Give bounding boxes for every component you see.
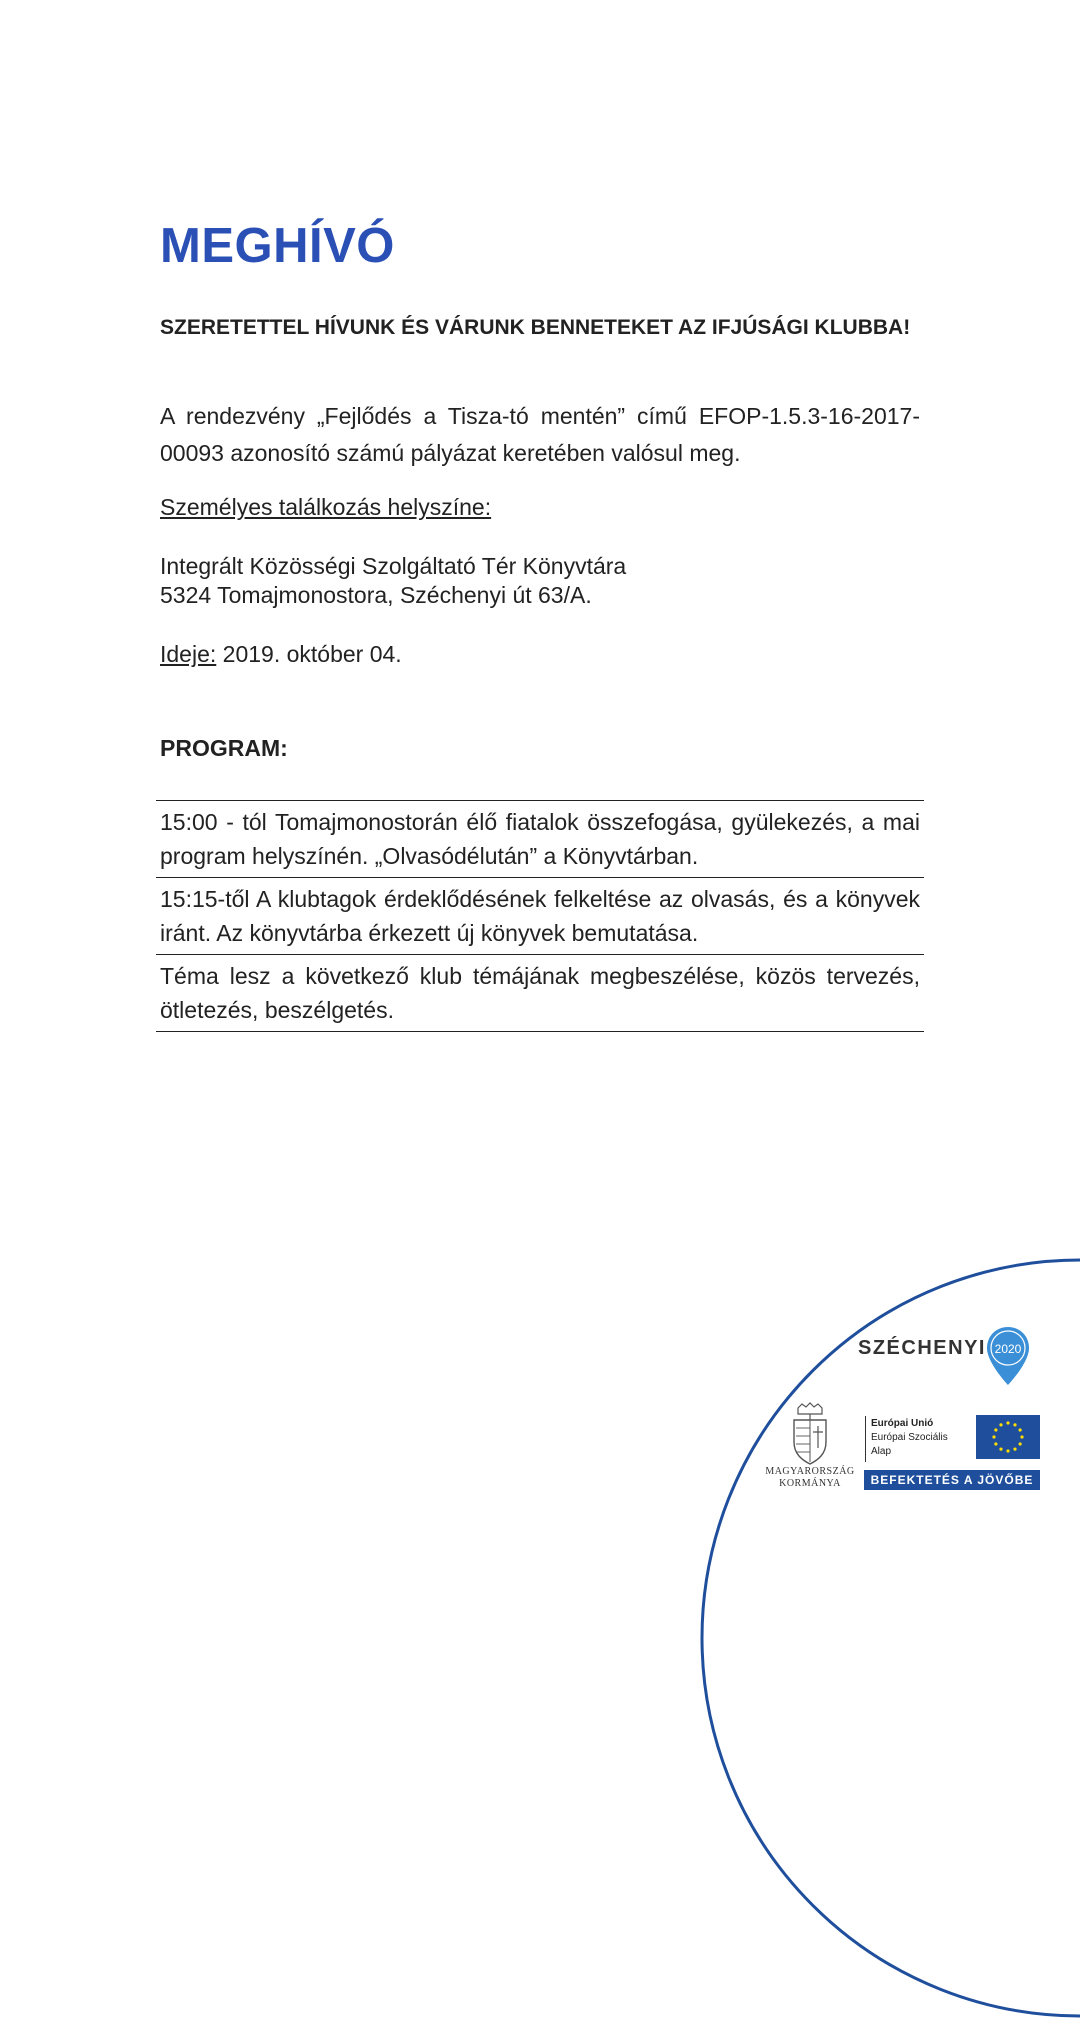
- eu-flag-icon: [976, 1415, 1040, 1459]
- eu-star: [994, 1428, 997, 1431]
- date-label: Ideje:: [160, 641, 217, 667]
- gov-line-1: MAGYARORSZÁG: [765, 1466, 855, 1477]
- program-heading: PROGRAM:: [160, 735, 288, 761]
- eu-star: [999, 1423, 1002, 1426]
- eu-divider: [865, 1416, 866, 1462]
- date-value: 2019. október 04.: [216, 641, 402, 667]
- hungary-crest-icon: [788, 1402, 832, 1466]
- intro-paragraph: A rendezvény „Fejlődés a Tisza-tó mentén” című EFOP-1.5.3-16-2017-00093 azonosító számú pályázat keretében valósul meg.: [160, 403, 920, 466]
- szechenyi-logo-text: SZÉCHENYI: [858, 1337, 986, 1359]
- eu-star: [1019, 1428, 1022, 1431]
- gov-line-2: KORMÁNYA: [779, 1478, 841, 1489]
- eu-star: [1006, 1449, 1009, 1452]
- program-row: 15:15-től A klubtagok érdeklődésének felkeltése az olvasás, és a könyvek iránt. Az könyvtárba érkezett új könyvek bemutatása.: [156, 878, 924, 955]
- eu-star: [1020, 1435, 1023, 1438]
- eu-logo-text: [871, 1417, 948, 1459]
- invest-banner: BEFEKTETÉS A JÖVŐBE: [864, 1470, 1040, 1490]
- program-table: [156, 800, 924, 1032]
- program-row: 15:00 - tól Tomajmonostorán élő fiatalok összefogása, gyülekezés, a mai program helyszínén. „Olvasódélután” a Könyvtárban.: [156, 801, 924, 878]
- eu-star: [1006, 1421, 1009, 1424]
- event-date: [160, 641, 402, 668]
- eu-star: [1013, 1448, 1016, 1451]
- address-line-1: Integrált Közösségi Szolgáltató Tér Könyvtára: [160, 553, 627, 579]
- address-line-2: 5324 Tomajmonostora, Széchenyi út 63/A.: [160, 582, 592, 608]
- government-logo-text: [760, 1466, 860, 1490]
- szechenyi-year: 2020: [994, 1342, 1022, 1356]
- eu-star: [994, 1442, 997, 1445]
- eu-star: [1013, 1423, 1016, 1426]
- szechenyi-pin-icon: [985, 1325, 1031, 1387]
- eu-line-1: Európai Unió: [871, 1418, 934, 1429]
- eu-line-2: Európai Szociális: [871, 1432, 948, 1443]
- eu-star: [999, 1448, 1002, 1451]
- eu-star: [1019, 1442, 1022, 1445]
- invitation-subtitle: SZERETETTEL HÍVUNK ÉS VÁRUNK BENNETEKET AZ IFJÚSÁGI KLUBBA!: [160, 316, 911, 339]
- eu-line-3: Alap: [871, 1446, 892, 1457]
- page-title: MEGHÍVÓ: [160, 219, 395, 273]
- eu-star: [992, 1435, 995, 1438]
- location-label: Személyes találkozás helyszíne:: [160, 494, 492, 520]
- location-address: [160, 552, 626, 610]
- program-row: Téma lesz a következő klub témájának megbeszélése, közös tervezés, ötletezés, beszélgetés.: [156, 955, 924, 1032]
